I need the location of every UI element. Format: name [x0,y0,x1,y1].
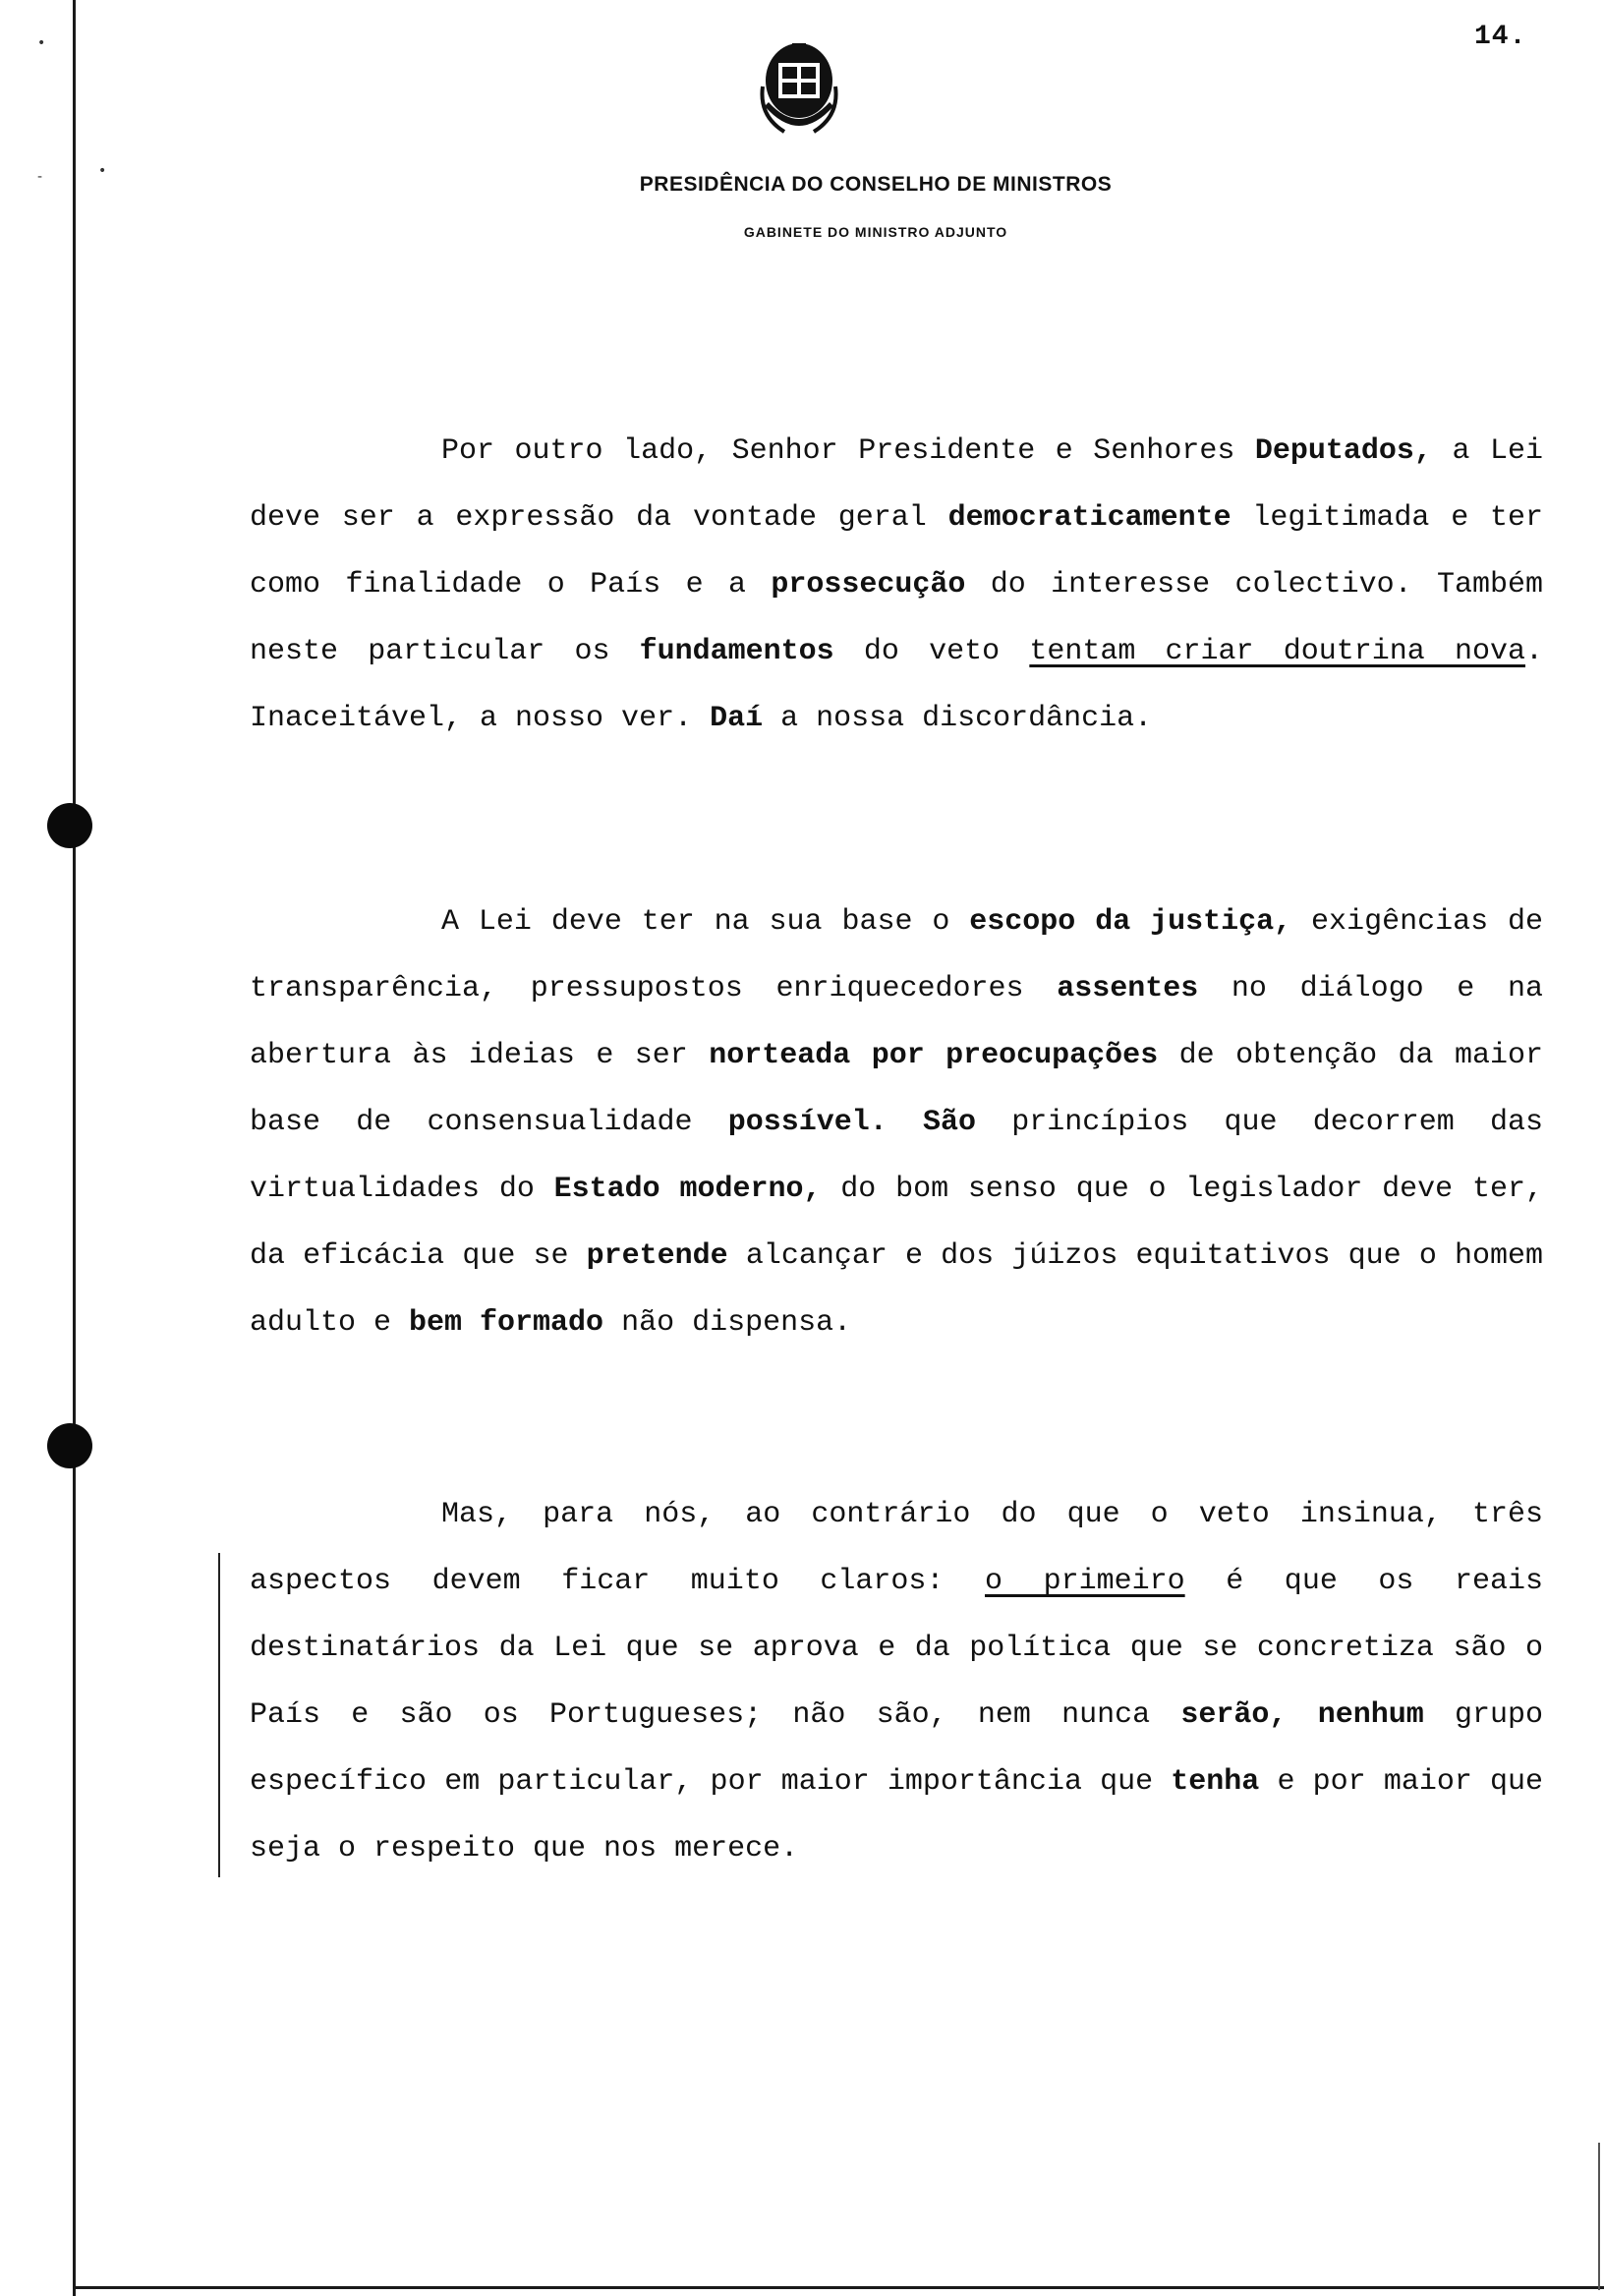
text-segment: do interesse colectivo. Também neste particular os [250,568,1543,668]
text-segment: grupo específico em particular, por maior importância que [250,1698,1543,1799]
paragraph-text [250,1481,1543,1882]
scan-speck-icon: - [37,169,43,185]
page-number: 14. [1474,22,1527,52]
text-segment: Por outro lado, Senhor Presidente e Senhores [441,434,1255,468]
page-border-bottom [73,2286,1604,2289]
text-segment-bold: serão, nenhum [1180,1698,1424,1732]
punch-hole-icon [47,803,92,848]
text-segment-bold: norteada por preocupações [709,1039,1159,1072]
text-segment: do veto [833,635,1030,668]
text-segment: a nossa discordância. [763,702,1153,735]
text-segment-bold: pretende [586,1239,728,1273]
text-segment: de obtenção da maior base de consensualidade [250,1039,1544,1139]
text-segment: . Inaceitável, a nosso ver. [250,635,1544,735]
text-segment-bold: assentes [1057,972,1199,1005]
text-segment: Mas, para nós, ao contrário do que o veto insinua, três aspectos devem ficar muito claros: [250,1498,1543,1598]
text-segment: a Lei deve ser a expressão da vontade geral [250,434,1543,535]
text-segment: do bom senso que o legislador deve ter, da eficácia que se [250,1173,1543,1273]
text-segment: e por maior que seja o respeito que nos merece. [250,1765,1544,1866]
header-title: PRESIDÊNCIA DO CONSELHO DE MINISTROS [639,173,1113,196]
scan-speck-icon: • [98,163,107,179]
page-border-left [73,0,76,2296]
margin-sidebar-line [218,1553,220,1877]
text-segment-underline: tentam criar doutrina nova [1029,635,1525,668]
text-segment-bold: fundamentos [639,635,834,668]
paragraph-text [250,889,1543,1356]
coat-of-arms-icon [755,37,843,145]
text-segment: no diálogo e na abertura às ideias e ser [250,972,1543,1072]
text-segment-bold: possível. São [727,1106,977,1139]
text-segment-bold: Estado moderno, [553,1173,822,1206]
text-segment: A Lei deve ter na sua base o [441,905,970,939]
text-segment-bold: escopo da justiça, [969,905,1292,939]
paragraph-2 [250,889,1543,1356]
scan-speck-icon: • [37,35,46,51]
text-segment: princípios que decorrem das virtualidades do [250,1106,1543,1206]
text-segment-underline: o primeiro [985,1565,1185,1598]
text-segment: exigências de transparência, pressupostos enriquecedores [250,905,1543,1005]
header-subtitle: GABINETE DO MINISTRO ADJUNTO [743,224,1008,240]
paragraph-1 [250,418,1543,752]
paragraph-text [250,418,1543,752]
text-segment-bold: tenha [1171,1765,1260,1799]
text-segment: não dispensa. [603,1306,852,1340]
text-segment: é que os reais destinatários da Lei que se aprova e da política que se concretiza são o País e são os Portugueses; não são, nem nunca [250,1565,1544,1732]
page-border-right [1598,2143,1600,2290]
text-segment: alcançar e dos júizos equitativos que o homem adulto e [250,1239,1543,1340]
text-segment-bold: prossecução [771,568,966,602]
text-segment-bold: Deputados, [1254,434,1432,468]
text-segment: legitimada e ter como finalidade o País e a [250,501,1543,602]
paragraph-3 [250,1481,1543,1882]
text-segment-bold: Daí [710,702,764,735]
punch-hole-icon [47,1423,92,1468]
text-segment-bold: democraticamente [947,501,1232,535]
text-segment-bold: bem formado [409,1306,604,1340]
